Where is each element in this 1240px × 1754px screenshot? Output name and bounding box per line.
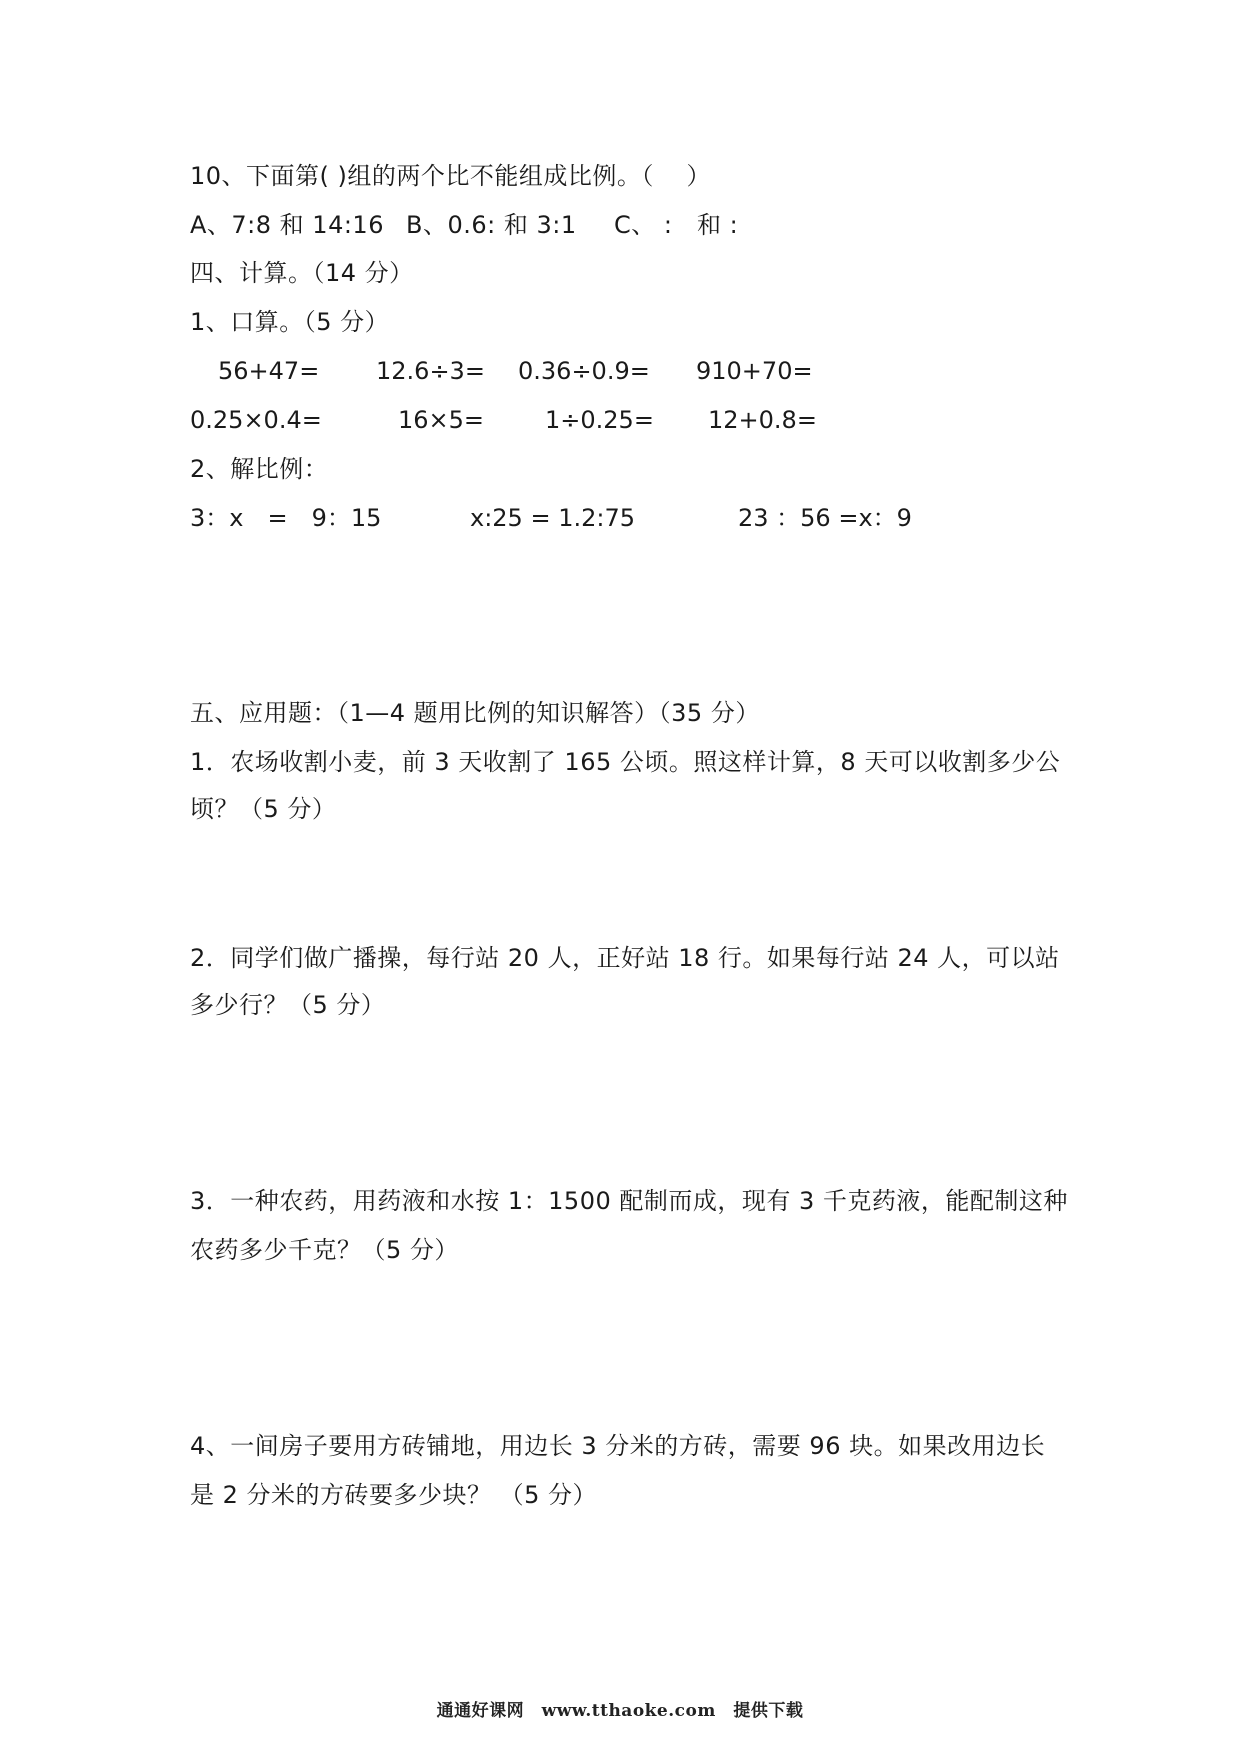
problem-4-line2: 是 2 分米的方砖要多少块？ （5 分） (190, 1481, 598, 1509)
section4-heading: 四、计算。（14 分） (190, 259, 414, 287)
proportion-heading: 2、解比例： (190, 455, 329, 483)
section5-heading: 五、应用题：（1—4 题用比例的知识解答）（35 分） (190, 699, 760, 727)
proportion-item: 23 ：56 =x：9 (738, 504, 912, 532)
oral-calc-item: 12+0.8= (708, 406, 817, 434)
proportion-item: 3：x = 9：15 (190, 504, 382, 532)
q10-stem: 10、下面第( )组的两个比不能组成比例。（ ） (190, 162, 712, 190)
oral-calc-item: 910+70= (696, 357, 813, 385)
problem-2-line2: 多少行？（5 分） (190, 991, 386, 1019)
problem-3-line2: 农药多少千克？（5 分） (190, 1236, 459, 1264)
problem-3-line1: 3．一种农药，用药液和水按 1：1500 配制而成，现有 3 千克药液，能配制这种 (190, 1187, 1068, 1215)
oral-calc-item: 1÷0.25= (545, 406, 654, 434)
oral-calc-heading: 1、口算。（5 分） (190, 308, 390, 336)
oral-calc-item: 56+47= (218, 357, 320, 385)
q10-option-a: A、7:8 和 14:16 (190, 211, 384, 239)
oral-calc-item: 0.25×0.4= (190, 406, 322, 434)
problem-2-line1: 2．同学们做广播操，每行站 20 人，正好站 18 行。如果每行站 24 人，可以站 (190, 944, 1060, 972)
problem-1-line1: 1．农场收割小麦，前 3 天收割了 165 公顷。照这样计算，8 天可以收割多少公 (190, 748, 1061, 776)
oral-calc-item: 0.36÷0.9= (518, 357, 650, 385)
problem-4-line1: 4、一间房子要用方砖铺地，用边长 3 分米的方砖，需要 96 块。如果改用边长 (190, 1432, 1046, 1460)
q10-option-c: C、 : 和 : (614, 211, 739, 239)
footer-credit: 通通好课网 www.tthaoke.com 提供下载 (436, 1701, 804, 1721)
oral-calc-item: 16×5= (398, 406, 485, 434)
oral-calc-item: 12.6÷3= (376, 357, 485, 385)
q10-option-b: B、0.6: 和 3:1 (406, 211, 577, 239)
proportion-item: x:25 = 1.2:75 (470, 504, 635, 532)
problem-1-line2: 顷？（5 分） (190, 795, 337, 823)
